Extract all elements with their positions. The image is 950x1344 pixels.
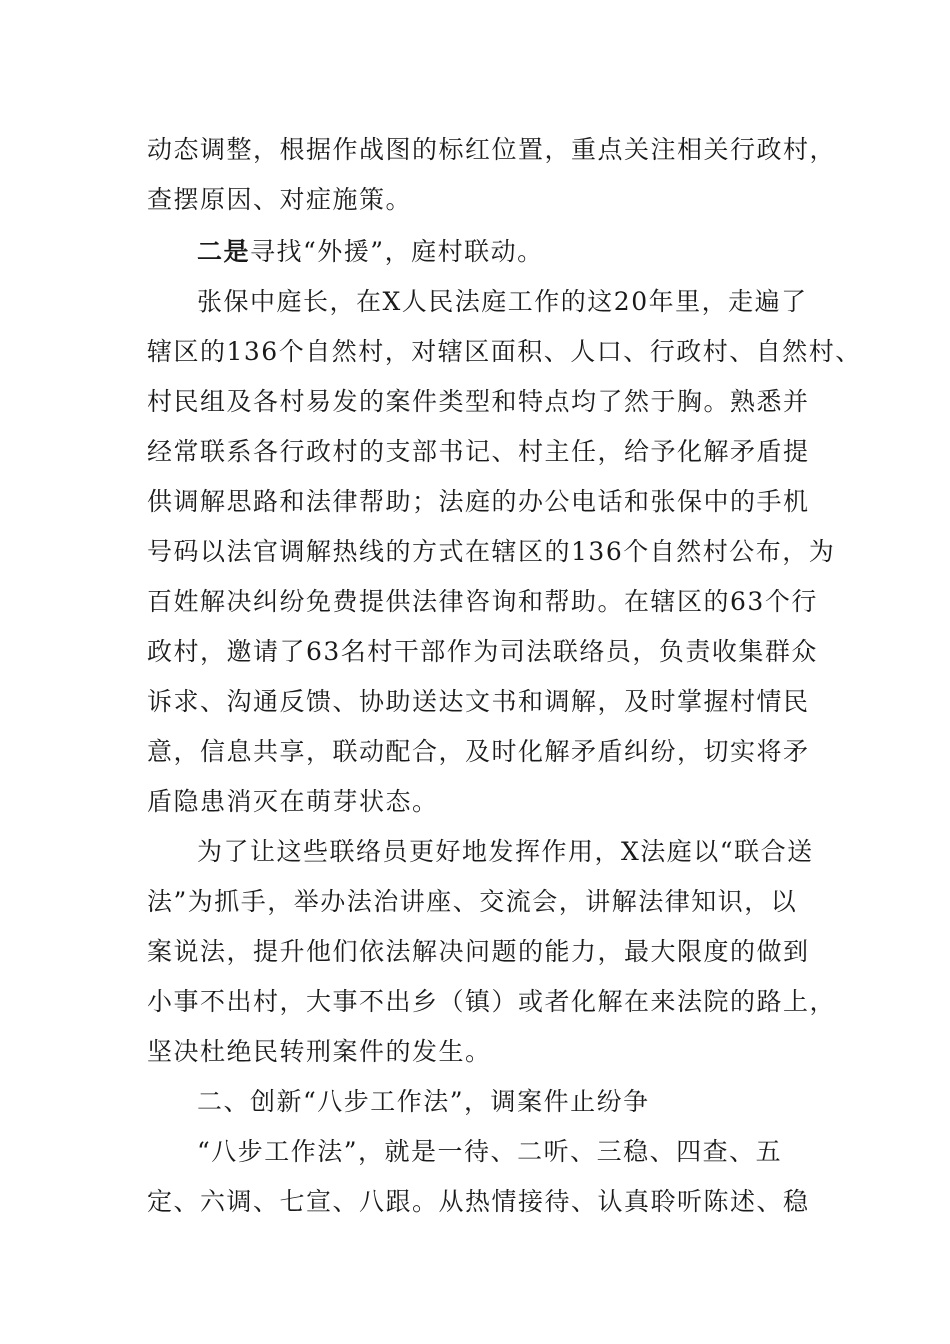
paragraph-line: 意，信息共享，联动配合，及时化解矛盾纠纷，切实将矛 [147, 737, 810, 766]
paragraph-line: 诉求、沟通反馈、协助送达文书和调解，及时掌握村情民 [147, 687, 810, 716]
paragraph-line: 动态调整，根据作战图的标红位置，重点关注相关行政村， [147, 135, 837, 164]
paragraph-line: 小事不出村，大事不出乡（镇）或者化解在来法院的路上， [147, 987, 837, 1016]
paragraph-line: 百姓解决纠纷免费提供法律咨询和帮助。在辖区的63个行 [147, 587, 818, 616]
paragraph-line: 政村，邀请了63名村干部作为司法联络员，负责收集群众 [147, 637, 818, 666]
paragraph-line: 为了让这些联络员更好地发挥作用，X法庭以“联合送 [197, 837, 814, 866]
paragraph-line: 张保中庭长，在X人民法庭工作的这20年里，走遍了 [197, 287, 808, 316]
paragraph-line: 查摆原因、对症施策。 [147, 185, 413, 214]
bold-prefix: 二是 [197, 237, 251, 266]
paragraph-line: 村民组及各村易发的案件类型和特点均了然于胸。熟悉并 [147, 387, 810, 416]
paragraph-line: 经常联系各行政村的支部书记、村主任，给予化解矛盾提 [147, 437, 810, 466]
paragraph-line: “八步工作法”，就是一待、二听、三稳、四查、五 [197, 1137, 783, 1166]
paragraph-line: 坚决杜绝民转刑案件的发生。 [147, 1037, 492, 1066]
heading-text: 寻找“外援”，庭村联动。 [250, 237, 544, 266]
paragraph-line: 定、六调、七宣、八跟。从热情接待、认真聆听陈述、稳 [147, 1187, 810, 1216]
section-heading-line [197, 237, 544, 267]
paragraph-line: 供调解思路和法律帮助；法庭的办公电话和张保中的手机 [147, 487, 810, 516]
paragraph-line: 案说法，提升他们依法解决问题的能力，最大限度的做到 [147, 937, 810, 966]
paragraph-line: 法”为抓手，举办法治讲座、交流会，讲解法律知识，以 [147, 887, 798, 916]
paragraph-line: 盾隐患消灭在萌芽状态。 [147, 787, 439, 816]
paragraph-line: 号码以法官调解热线的方式在辖区的136个自然村公布，为 [147, 537, 836, 566]
section-heading: 二、创新“八步工作法”，调案件止纷争 [197, 1087, 650, 1116]
paragraph-line: 辖区的136个自然村，对辖区面积、人口、行政村、自然村、 [147, 337, 862, 366]
